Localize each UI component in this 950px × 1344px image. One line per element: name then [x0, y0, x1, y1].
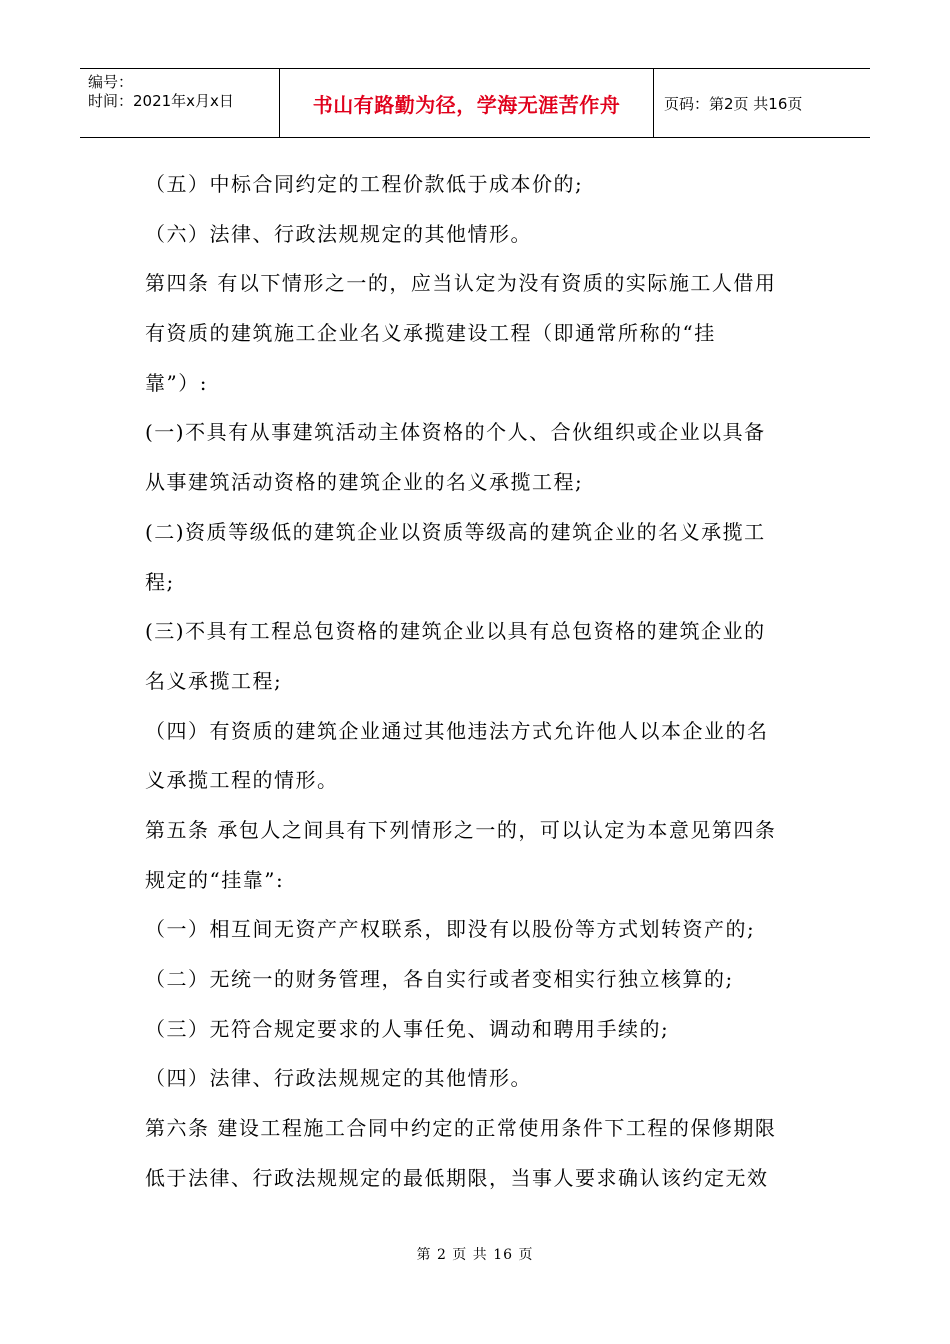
page-header [80, 68, 870, 138]
text-line: （一）相互间无资产产权联系，即没有以股份等方式划转资产的; [145, 917, 756, 942]
text-line: 第四条 有以下情形之一的，应当认定为没有资质的实际施工人借用 [145, 271, 777, 296]
text-line: 第五条 承包人之间具有下列情形之一的，可以认定为本意见第四条 [145, 817, 777, 842]
text-line: 从事建筑活动资格的建筑企业的名义承揽工程; [145, 470, 584, 495]
text-line: (二)资质等级低的建筑企业以资质等级高的建筑企业的名义承揽工 [145, 519, 766, 544]
text-line: （二）无统一的财务管理，各自实行或者变相实行独立核算的; [145, 967, 734, 991]
text-line: 义承揽工程的情形。 [145, 768, 339, 793]
header-motto: 书山有路勤为径，学海无涯苦作舟 [280, 69, 654, 137]
text-line: 靠”）: [145, 370, 208, 395]
text-line: （四）有资质的建筑企业通过其他违法方式允许他人以本企业的名 [145, 718, 769, 743]
text-line: 程; [145, 569, 175, 594]
text-line: 规定的“挂靠”: [145, 867, 285, 892]
page-footer: 第 2 页 共 16 页 [416, 1247, 534, 1263]
text-line: （五）中标合同约定的工程价款低于成本价的; [145, 172, 584, 196]
document-body [145, 160, 810, 1203]
text-line: 有资质的建筑施工企业名义承揽建设工程（即通常所称的“挂 [145, 321, 716, 346]
text-line: 低于法律、行政法规规定的最低期限，当事人要求确认该约定无效 [145, 1165, 769, 1190]
text-line: (一)不具有从事建筑活动主体资格的个人、合伙组织或企业以具备 [145, 420, 766, 445]
text-line: (三)不具有工程总包资格的建筑企业以具有总包资格的建筑企业的 [145, 619, 766, 644]
doc-number-label: 编号： [88, 73, 134, 91]
header-meta [80, 69, 280, 137]
text-line: （三）无符合规定要求的人事任免、调动和聘用手续的; [145, 1016, 670, 1041]
doc-date: 时间：2021年x月x日 [88, 92, 234, 110]
text-line: 名义承揽工程; [145, 668, 283, 693]
text-line: （六）法律、行政法规规定的其他情形。 [145, 221, 532, 246]
header-page-info: 页码：第2页 共16页 [664, 94, 803, 113]
text-line: 第六条 建设工程施工合同中约定的正常使用条件下工程的保修期限 [145, 1116, 777, 1141]
text-line: （四）法律、行政法规规定的其他情形。 [145, 1066, 532, 1091]
